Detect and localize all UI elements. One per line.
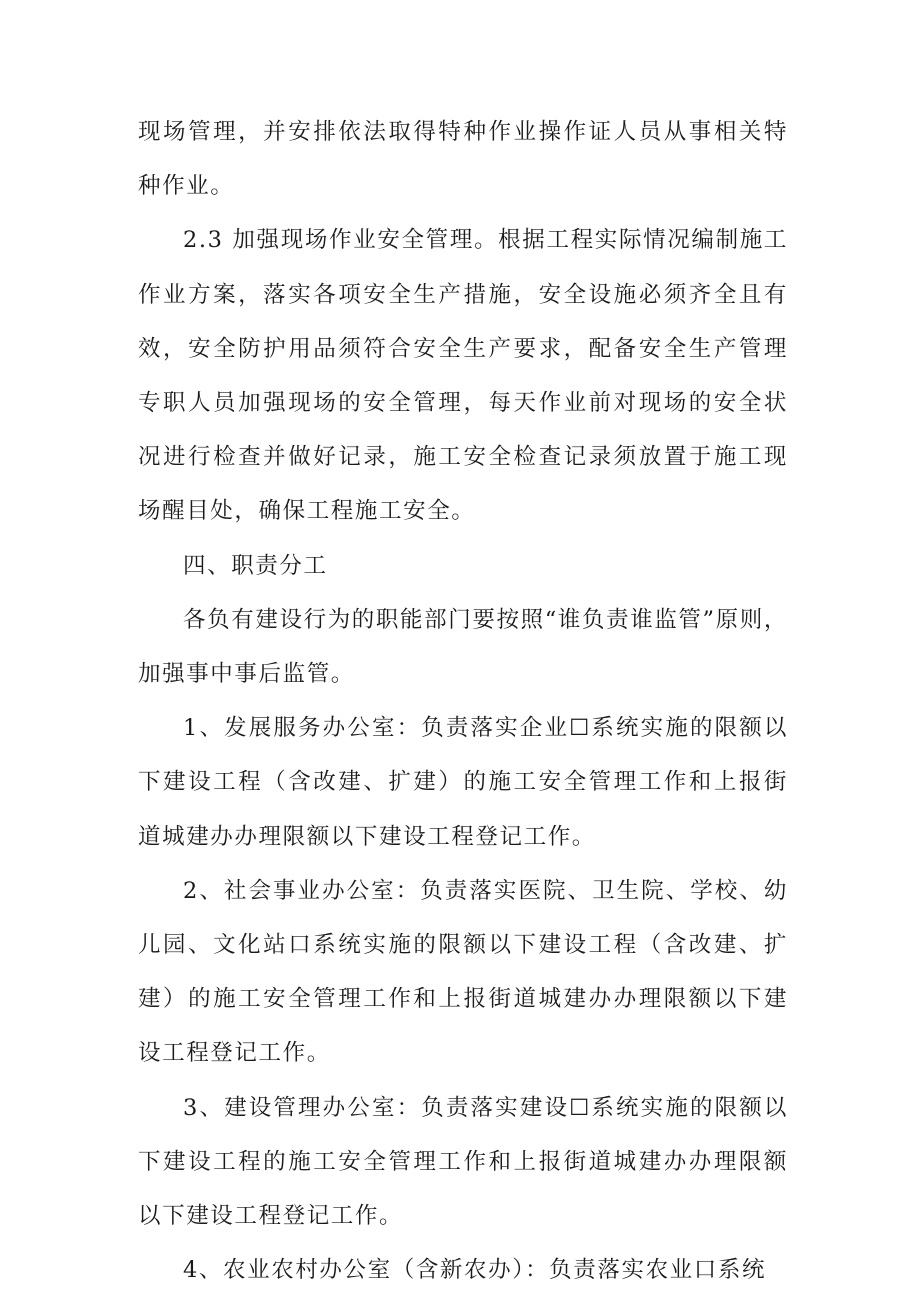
paragraph-continuation: 现场管理，并安排依法取得特种作业操作证人员从事相关特种作业。 (138, 119, 788, 200)
paragraph-item-1: 1、发展服务办公室：负责落实企业☐系统实施的限额以下建设工程（含改建、扩建）的施工安全管理工作和上报街道城建办办理限额以下建设工程登记工作。 (138, 715, 788, 850)
paragraph-section-2-3: 2.3 加强现场作业安全管理。根据工程实际情况编制施工作业方案，落实各项安全生产措施，安全设施必须齐全且有效，安全防护用品须符合安全生产要求，配备安全生产管理专职人员加强现场的安全管理，每天作业前对现场的安全状况进行检查并做好记录，施工安全检查记录须放置于施工现场醒目处，确保工程施工安全。 (138, 227, 788, 525)
document-body (138, 105, 788, 1297)
paragraph-item-3: 3、建设管理办公室：负责落实建设☐系统实施的限额以下建设工程的施工安全管理工作和上报街道城建办办理限额以下建设工程登记工作。 (138, 1094, 788, 1230)
paragraph-item-2: 2、社会事业办公室：负责落实医院、卫生院、学校、幼儿园、文化站口系统实施的限额以下建设工程（含改建、扩建）的施工安全管理工作和上报街道城建办办理限额以下建设工程登记工作。 (138, 877, 788, 1067)
paragraph-supervision: 各负有建设行为的职能部门要按照“谁负责谁监管”原则，加强事中事后监管。 (138, 606, 788, 688)
section-heading-duties: 四、职责分工 (183, 552, 328, 579)
paragraph-item-4: 4、农业农村办公室（含新农办）：负责落实农业口系统 (183, 1257, 767, 1284)
